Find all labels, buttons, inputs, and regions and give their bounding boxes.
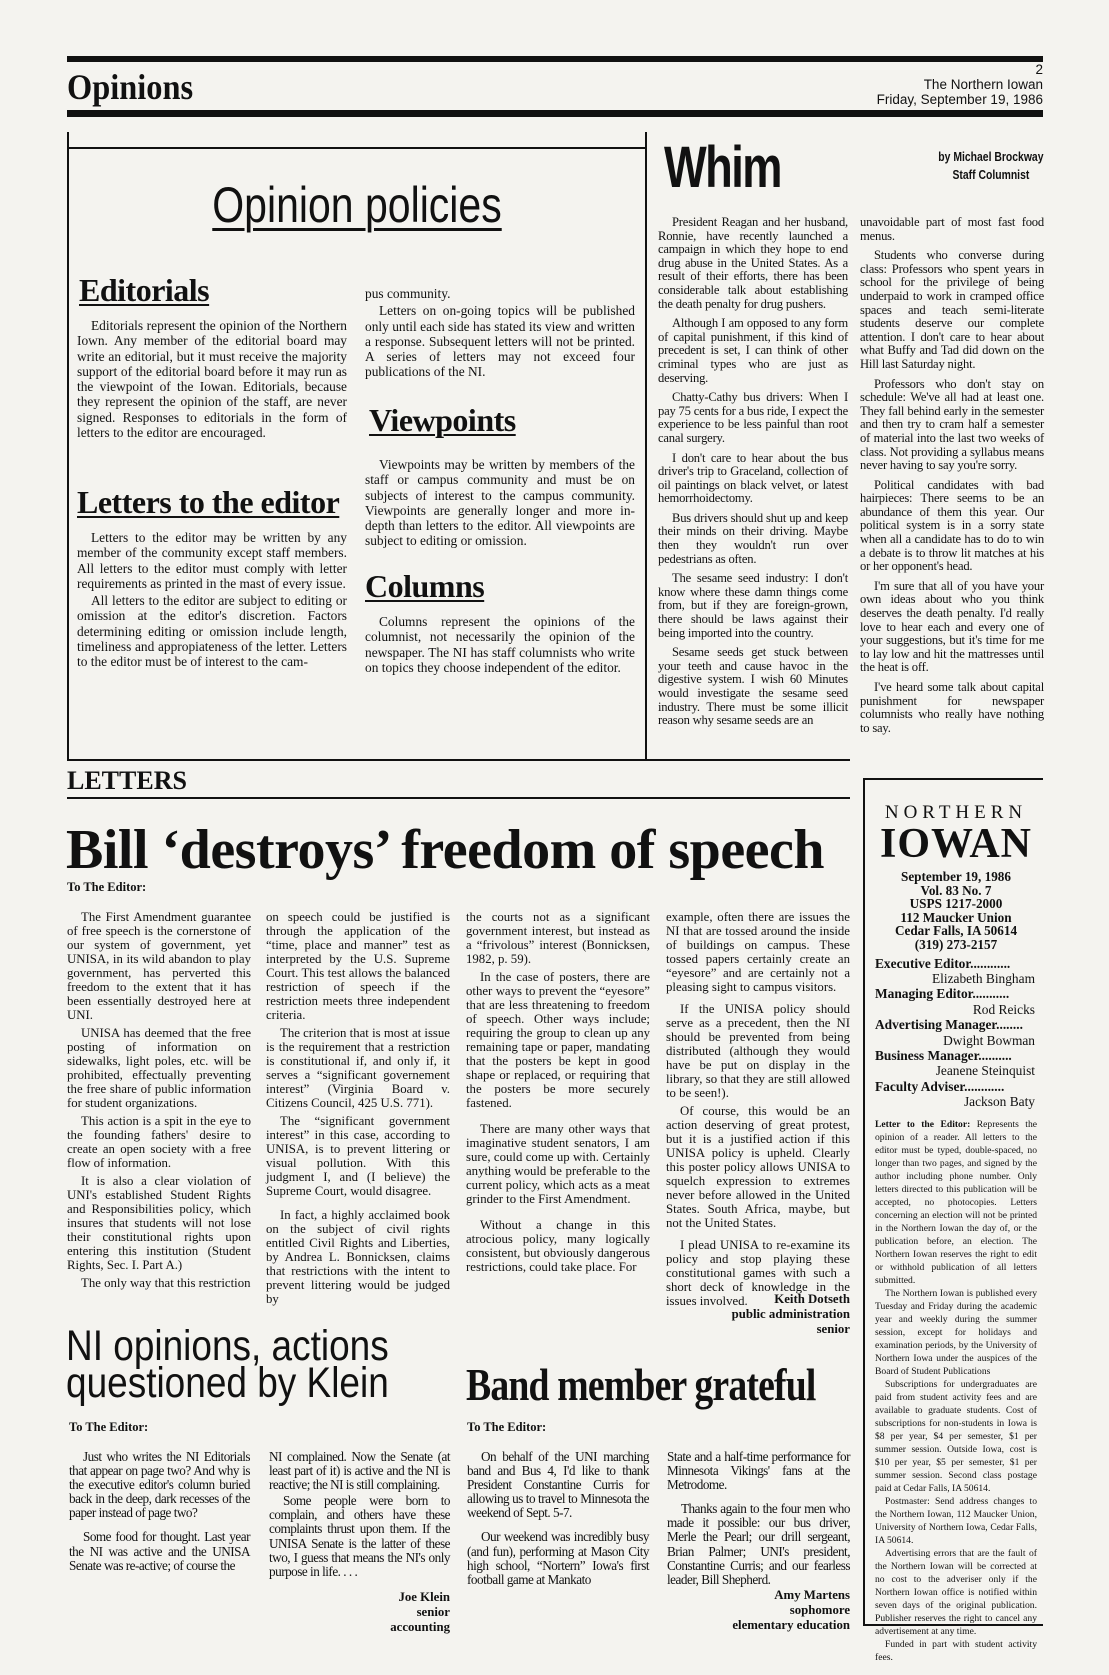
whim-title: Whim [664, 135, 781, 200]
letter3-signature: Amy Martens sophomore elementary education [732, 1588, 850, 1632]
letter3-headline: Band member grateful [466, 1359, 816, 1410]
letter2-headline: NI opinions, actions questioned by Klein [66, 1322, 389, 1407]
letters-section-label: LETTERS [67, 766, 187, 795]
letter3-column-2: State and a half-time performance for Minnesota Vikings' fans at the Metrodome. Thanks again to the four men who made it possible: our bus driver, Merle the Pearl; our drill sergeant, Brian Palmer; UNI's president, Constantine Curris; and our fearless leader, Bill Shepherd. [667, 1449, 850, 1587]
whim-column-1: President Reagan and her husband, Ronnie, have recently launched a campaign in which they hope to end drug abuse in the United States. As a result of their efforts, there has been considerable talk about establishing the death penalty for drug pushers. Although I am opposed to any form of capital punishment, if this kind of precedent is set, I can think of other criminal types who are just as deserving. Chatty-Cathy bus drivers: When I pay 75 cents for a bus ride, I expect the experience to be less painful than root canal surgery. I don't care to hear about the bus driver's trip to Graceland, collection of oil paintings on black velvet, or latest hemorrhoidectomy. Bus drivers should shut up and keep their minds on their driving. Maybe then they wouldn't run over pedestrians as often. The sesame seed industry: I don't know where these damn things come from, but if they are foreign-grown, there should be laws against their being imported into the country. Sesame seeds get stuck between your teeth and cause havoc in the digestive system. I wish 60 Minutes would investigate the sesame seed industry. There must be some illicit reason why sesame seeds are an [658, 215, 848, 728]
masthead-logo-top: NORTHERN [884, 802, 1028, 823]
header-bottom-rule [67, 110, 1043, 117]
author-name: by Michael Brockway [937, 149, 1043, 164]
letter-headline: Bill ‘destroys’ freedom of speech [66, 819, 825, 881]
signature-name: Keith Dotseth [774, 1292, 850, 1306]
columns-text: Columns represent the opinions of the columnist, not necessarily the opinion of the newspaper. The NI has staff columnists who write on topics they choose independent of the editor. [365, 614, 635, 675]
letters-policy-heading: Letters to the editor [77, 484, 340, 520]
letter3-column-1: On behalf of the UNI marching band and Bus 4, I'd like to thank President Constantine Curris for allowing us to travel to Minnesota the weekend of Sept. 5-7. Our weekend was incredibly busy (and fun), performing at Mason City high school, “Nortern” Iowa's first football game at Mankato [467, 1449, 649, 1587]
viewpoints-heading: Viewpoints [369, 402, 516, 438]
editorials-heading: Editorials [79, 272, 210, 308]
letters-policy-text-cont: pus community. Letters on on-going topics will be published only until each side has stated its view and written a response. Subsequent letters will not be printed. A series of letters may not exceed four publications of the NI. [365, 286, 635, 380]
masthead-box [863, 778, 1043, 1663]
section-title: Opinions [67, 67, 194, 107]
opinion-policies-title: Opinion policies [212, 177, 502, 233]
author-role: Staff Columnist [951, 167, 1029, 182]
paper-name: The Northern Iowan [923, 77, 1043, 92]
page-info [877, 62, 1043, 107]
whim-column-2: unavoidable part of most fast food menus. Students who converse during class: Professors who spent years in school for the privilege of being underpaid to work in cramped office spaces and teach semi-literate students deserve our complete attention. I don't care to hear about what Buffy and Tad did down on the Hill last Saturday night. Professors who don't stay on schedule: We've all had at least one. They fall behind early in the semester and then try to cram half a semester of material into the last two weeks of class. Not providing a syllabus means never having to say you're sorry. Political candidates with bad hairpieces: There seems to be an abundance of them this year. Our political system is in a sorry state when all a candidate has to do to win a debate is to throw lit matches at his or her opponent's head. I'm sure that all of you have your own ideas about who you think deserves the death penalty. I'd really love to hear each and every one of your suggestions, but it's time for me to lay low and hit the mattresses until the heat is off. I've heard some talk about capital punishment for newspaper columnists who really have nothing to say. [860, 215, 1044, 735]
letter1-signature [732, 1292, 850, 1337]
editorials-text: Editorials represent the opinion of the Northern Iown. Any member of the editorial board may write an editorial, but it must receive the majority support of the editorial board before it may run as the viewpoint of the Iowan. Editorials, because they represent the opinion of the staff, are never signed. Responses to editorials in the form of letters to the editor are encouraged. [77, 318, 347, 441]
letter1-column-4: example, often there are issues the NI that are tossed around the inside of buildings on campus. These tossed papers certainly create an “eyesore” and are certainly not a pleasing sight to campus visitors. If the UNISA policy should serve as a precedent, then the NI should be prevented from being distributed (although they would have be put on display in the library, so that they are still allowed to be seen!). Of course, this would be an action deserving of great protest, but it is a justified action if this UNISA policy is upheld. Clearly this poster policy allows UNISA to squelch expression to extremes never before allowed in the United States. South Africa, maybe, but not the United States. I plead UNISA to re-examine its policy and stop playing these constitutional games with such a short deck of knowledge in the issues involved. [666, 910, 850, 1308]
letter2-column-2: NI complained. Now the Senate (at least part of it) is active and the NI is reactive; the NI is still complaining. Some people were born to complain, and others have these complaints thrust upon them. If the UNISA Senate is the latter of these two, I guess that means the NI's only purpose in life. . . . [269, 1449, 450, 1579]
letter2-salutation: To The Editor: [69, 1420, 149, 1434]
letters-policy-text: Letters to the editor may be written by any member of the community except staff members. All letters to the editor must comply with letter requirements as printed in the mast of every issue. All letters to the editor are subject to editing or omission at the editor's discretion. Factors determining editing or omission include length, timeliness and appropiateness of the letter. Letters to the editor must be of interest to the cam- [77, 530, 347, 670]
masthead-fine-print: Letter to the Editor: Represents the opinion of a reader. All letters to the editor must be typed, double-spaced, no longer than two pages, and signed by the author including phone number. Only letters directed to this publication will be accepted, no photocopies. Letters concerning an election will not be printed in the Northern Iowan the day of, or the publication before, an election. The Northern Iowan reserves the right to edit or withhold publication of all letters submitted. The Northern Iowan is published every Tuesday and Friday during the academic year and weekly during the summer session, except for holidays and examination periods, by the University of Northern Iowa under the auspices of the Board of Student Publications Subscriptions for undergraduates are paid from student activity fees and are available to graduate students. Cost of subscriptions for non-students in Iowa is $8 per year, $4 per semester, $1 per summer session. Outside Iowa, cost is $10 per year, $5 per semester, $1 per summer session. Second class postage paid at Cedar Falls, IA 50614. Postmaster: Send address changes to the Northern Iowan, 112 Maucker Union, University of Northern Iowa, Cedar Falls, IA 50614. Advertising errors that are the fault of the Northern Iowan will be corrected at no cost to the adveriser only if the Northern Iowan office is notified within seven days of the original publication. Publisher reserves the right to cancel any advertisement at any time. Funded in part with student activity fees. [875, 1118, 1037, 1663]
letter1-column-1: The First Amendment guarantee of free speech is the cornerstone of our system of government, yet UNISA, in its wild abandon to play government, has perverted this freedom to the extent that it has been essentially destroyed here at UNI. UNISA has deemed that the free posting of information on sidewalks, light poles, etc. will be prohibited, effectually preventing the free share of public information for student organizations. This action is a spit in the eye to the founding fathers' desire to create an open society with a free flow of information. It is also a clear violation of UNI's established Student Rights and Responsibilities policy, which insures that students will not lose their constitutional rights upon entering this institution (Student Rights, Sec. I. Part A.) The only way that this restriction [67, 910, 251, 1290]
letters-label-rule [67, 797, 850, 799]
whim-byline [938, 148, 1043, 184]
signature-year: senior [816, 1322, 850, 1336]
masthead-logo: IOWAN [879, 821, 1033, 867]
columns-heading: Columns [365, 568, 485, 604]
viewpoints-text: Viewpoints may be written by members of the staff or campus community and must be on subjects of interest to the campus community. Viewpoints are generally longer and more in-depth than letters to the editor. All viewpoints are subject to editing or omission. [365, 457, 635, 549]
masthead-info: September 19, 1986 Vol. 83 No. 7 USPS 1217-2000 112 Maucker Union Cedar Falls, IA 50614 (319) 273-2157 [894, 869, 1018, 952]
staff-list: Executive Editor............ Elizabeth Bingham Managing Editor........... Rod Reicks Advertising Manager........ Dwight Bowman Business Manager.......... Jeanene Steinquist Faculty Adviser............ Jackson Baty [875, 955, 1035, 1110]
letter2-signature: Joe Klein senior accounting [390, 1590, 450, 1634]
letter1-column-2: on speech could be justified is through the application of the “time, place and manner” test as interpreted by the U.S. Supreme Court. This test allows the balanced restriction of speech if the restriction meets three independent criteria. The criterion that is most at issue is the requirement that a restriction is constitutional if, and only if, it serves a “significant governement interest” (Virginia Board v. Citizens Council, 425 U.S. 771). The “significant government interest” in this case, according to UNISA, is to prevent littering or visual pollution. With this judgment I, and (I believe) the Supreme Court, would disagree. In fact, a highly acclaimed book on the subject of civil rights entitled Civil Rights and Liberties, by Andrea L. Bonnicksen, claims that restrictions with the intent to prevent littering would be judged by [266, 910, 450, 1306]
signature-major: public administration [731, 1307, 850, 1321]
letter1-column-3: the courts not as a significant government interest, but instead as a “frivolous” interest (Bonnicksen, 1982, p. 59). In the case of posters, there are other ways to prevent the “eyesore” that are less threatening to freedom of speech. Other ways include; requiring the group to clean up any remaining tape or paper, mandating that the posters be kept in good shape or replaced, or requiring that the posters be more securely fastened. There are many other ways that imaginative student senators, I am sure, could come up with. Certainly anything would be preferable to the current policy, which acts as a meat grinder to the First Amendment. Without a change in this atrocious policy, many logically consistent, but obviously dangerous restrictions, could take place. For [466, 910, 650, 1274]
letter-salutation: To The Editor: [67, 880, 147, 894]
letters-top-rule [67, 759, 850, 761]
issue-date: Friday, September 19, 1986 [876, 92, 1043, 107]
page-number: 2 [1035, 62, 1043, 77]
letter2-column-1: Just who writes the NI Editorials that appear on page two? And why is the executive editor's column buried back in the deep, dark recesses of the paper instead of page two? Some food for thought. Last year the NI was active and the UNISA Senate was re-active; of course the [69, 1449, 250, 1573]
box-top-rule [69, 147, 645, 149]
letter3-salutation: To The Editor: [467, 1420, 547, 1434]
